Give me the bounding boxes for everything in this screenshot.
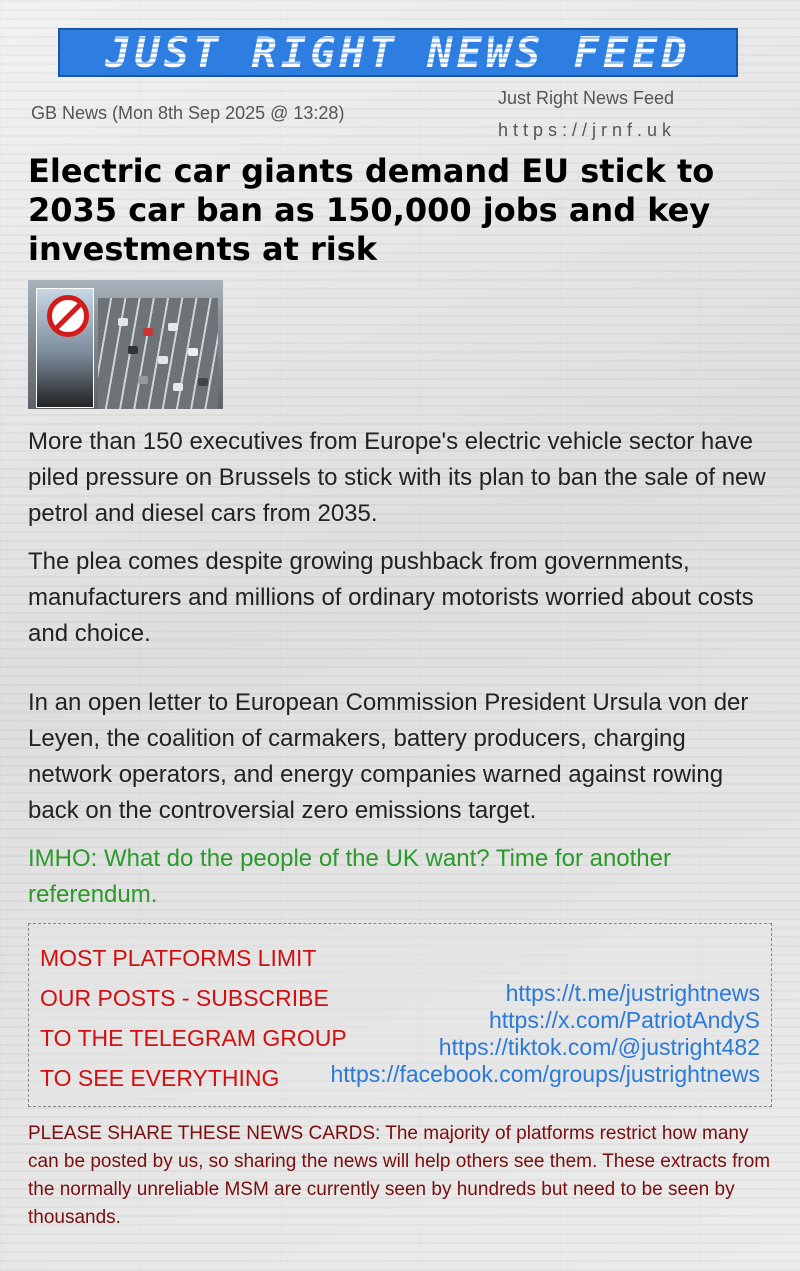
subscribe-line: MOST PLATFORMS LIMIT <box>40 945 317 971</box>
x-link[interactable]: https://x.com/PatriotAndyS <box>488 1007 760 1033</box>
social-links <box>330 980 760 1088</box>
opinion-text: IMHO: What do the people of the UK want? Time for another referendum. <box>28 845 671 908</box>
telegram-link[interactable]: https://t.me/justrightnews <box>505 980 760 1006</box>
facebook-link[interactable]: https://facebook.com/groups/justrightnews <box>330 1061 760 1087</box>
share-note: PLEASE SHARE THESE NEWS CARDS: The majority of platforms restrict how many can be posted by us, so sharing the news will help others see them. These extracts from the normally unreliable MSM are currently seen by hundreds but need to be seen by thousands. <box>28 1123 771 1228</box>
subscribe-box <box>28 923 772 1107</box>
no-petrol-car-sign-icon <box>47 295 89 337</box>
subscribe-line: TO THE TELEGRAM GROUP <box>40 1025 347 1051</box>
article-source: GB News (Mon 8th Sep 2025 @ 13:28) <box>31 103 345 123</box>
article-body <box>28 424 773 925</box>
tiktok-link[interactable]: https://tiktok.com/@justright482 <box>438 1034 760 1060</box>
ev-charger-inset <box>36 288 94 408</box>
subscribe-message <box>40 938 347 1098</box>
site-banner <box>58 28 738 77</box>
motorway-image <box>98 298 218 409</box>
subscribe-line: TO SEE EVERYTHING <box>40 1065 280 1091</box>
feed-url[interactable]: https://jrnf.uk <box>498 120 677 140</box>
paragraph: More than 150 executives from Europe's electric vehicle sector have piled pressure on Brussels to stick with its plan to ban the sale of new petrol and diesel cars from 2035. <box>28 428 766 527</box>
feed-name: Just Right News Feed <box>498 88 675 108</box>
paragraph: The plea comes despite growing pushback from governments, manufacturers and millions of ordinary motorists worried about costs and choice. <box>28 548 754 647</box>
paragraph: In an open letter to European Commission President Ursula von der Leyen, the coalition of carmakers, battery producers, charging network operators, and energy companies warned against rowing back on the controversial zero emissions target. <box>28 689 749 824</box>
banner-title: JUST RIGHT NEWS FEED <box>105 28 691 77</box>
article-headline: Electric car giants demand EU stick to 2035 car ban as 150,000 jobs and key investments at risk <box>28 152 715 268</box>
subscribe-line: OUR POSTS - SUBSCRIBE <box>40 985 329 1011</box>
article-photo <box>28 280 223 409</box>
